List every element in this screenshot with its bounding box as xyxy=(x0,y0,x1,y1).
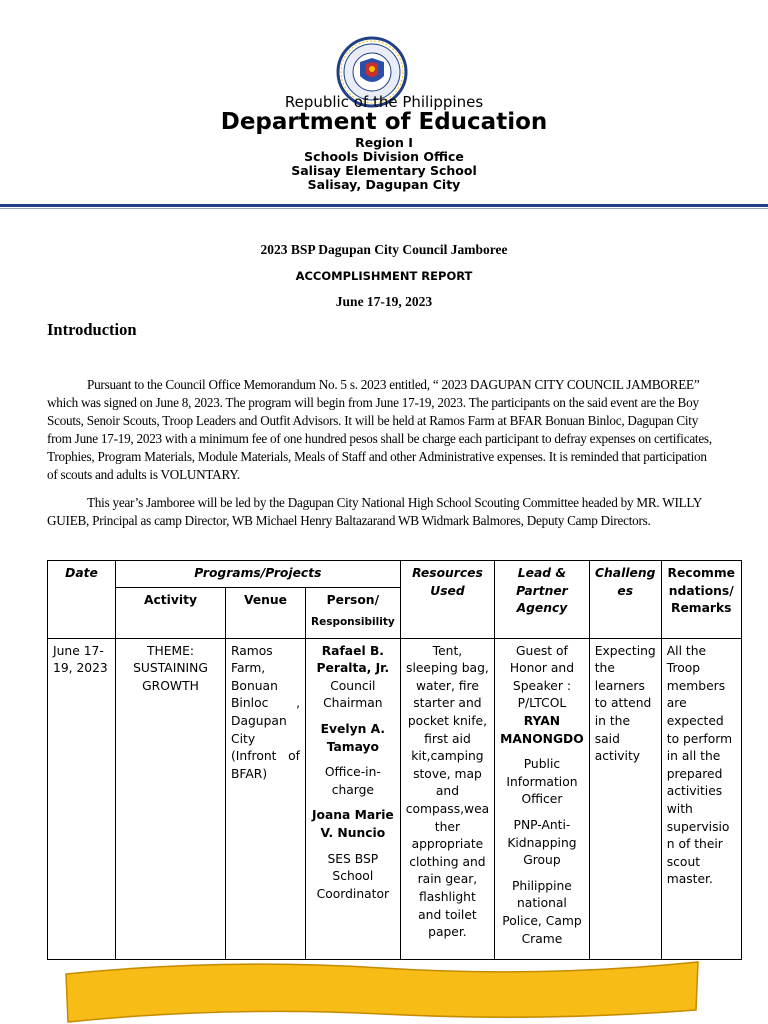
header-recommendations-text: Recomme ndations/ Remarks xyxy=(667,566,735,616)
header-responsibility-text: Responsibility xyxy=(311,616,395,629)
accomplishment-table xyxy=(47,560,742,960)
person-3-role: SES BSP School Coordinator xyxy=(316,851,390,901)
intro-paragraph-2 xyxy=(47,494,717,530)
cell-recommendations xyxy=(661,638,741,959)
division-line: Schools Division Office xyxy=(304,149,464,164)
header-venue xyxy=(226,587,306,638)
lead-4: Philippine national Police, Camp Crame xyxy=(502,878,582,946)
intro-heading: Introduction xyxy=(47,320,137,339)
header-activity-text: Activity xyxy=(143,592,198,607)
region-line: Region I xyxy=(355,135,413,150)
republic-line: Republic of the Philippines xyxy=(284,93,484,111)
cell-resources-text: Tent, sleeping bag, water, fire starter and pocket knife, first aid kit,camping stove, map and compass,wea ther appropriate clothing and rain gear, flashlight and toilet paper. xyxy=(405,643,490,940)
header-lead-text: Lead & Partner Agency xyxy=(516,566,568,616)
header-activity xyxy=(116,587,226,638)
cell-date-text: June 17-19, 2023 xyxy=(53,643,108,676)
person-3-name: Joana Marie V. Nuncio xyxy=(311,808,394,840)
footer-banner xyxy=(64,960,700,1024)
intro-paragraph-1-text: Pursuant to the Council Office Memorandum No. 5 s. 2023 entitled, “ 2023 DAGUPAN CITY COUNCIL JAMBOREE” which was signed on June 8, 2023. The program will begin from June 17-19, 2023. The participants on the said event are the Boy Scouts, Senoir Scouts, Troop Leaders and Outfit Advisors. It will be held at Ramos Farm at BFAR Bonuan Binloc, Dagupan City from June 17-19, 2023 with a minimum fee of one hundred pesos shall be charge each participant to defray expenses on certificates, Trophies, Program Materials, Module Materials, Meals of Staff and other Administrative expenses. It is reminded that participation of scouts and adults is VOLUNTARY. xyxy=(47,377,712,482)
letterhead-rule xyxy=(0,204,768,207)
person-2-role: Office-in-charge xyxy=(324,765,381,797)
lead-2: Public Information Officer xyxy=(506,757,578,807)
cell-challenges xyxy=(589,638,661,959)
header-resources xyxy=(400,561,494,639)
school-name: Salisay Elementary School xyxy=(291,163,477,178)
cell-recommendations-text: All the Troop members are expected to perform in all the prepared activities with supervisio n of their scout master. xyxy=(666,643,733,887)
cell-date xyxy=(48,638,116,959)
header-date xyxy=(48,561,116,639)
person-1-role: Council Chairman xyxy=(323,678,383,711)
cell-challenges-text: Expecting the learners to attend in the said activity xyxy=(594,643,656,764)
header-venue-text: Venue xyxy=(243,592,288,607)
header-programs-text: Programs/Projects xyxy=(194,566,322,580)
cell-resources xyxy=(400,638,494,959)
intro-paragraph-2-text: This year’s Jamboree will be led by the Dagupan City National High School Scouting Committee headed by MR. WILLY GUIEB, Principal as camp Director, WB Michael Henry Baltazarand WB Widmark Balmores, Deputy Camp Directors. xyxy=(47,495,702,528)
header-challenges-text: Challeng es xyxy=(595,566,656,598)
report-title: 2023 BSP Dagupan City Council Jamboree xyxy=(260,242,508,257)
header-person xyxy=(306,587,401,638)
header-lead xyxy=(495,561,590,639)
intro-paragraph-1 xyxy=(47,376,717,484)
lead-1: Guest of Honor and Speaker : P/LTCOL xyxy=(509,643,575,711)
cell-activity-text: THEME: SUSTAINING GROWTH xyxy=(133,643,208,693)
cell-lead xyxy=(495,638,590,959)
header-programs xyxy=(116,561,401,588)
report-subtitle: ACCOMPLISHMENT REPORT xyxy=(295,269,473,283)
cell-person xyxy=(306,638,401,959)
header-person-text: Person/ xyxy=(326,592,380,607)
cell-activity xyxy=(116,638,226,959)
header-date-text: Date xyxy=(65,566,98,580)
lead-3: PNP-Anti-Kidnapping Group xyxy=(507,817,577,868)
person-1-name: Rafael B. Peralta, Jr. xyxy=(316,643,390,676)
header-challenges xyxy=(589,561,661,639)
report-date: June 17-19, 2023 xyxy=(335,294,433,309)
header-resources-text: Resources Used xyxy=(412,566,483,598)
letterhead-rule-thin xyxy=(0,208,768,209)
cell-venue xyxy=(226,638,306,959)
school-address: Salisay, Dagupan City xyxy=(307,177,461,192)
lead-1-name: RYAN MANONGDO xyxy=(500,713,584,746)
cell-venue-text: Ramos Farm, Bonuan Binloc , Dagupan City (Infront of BFAR) xyxy=(231,643,300,781)
person-2-name: Evelyn A. Tamayo xyxy=(320,721,386,754)
department-name: Department of Education xyxy=(220,109,548,135)
header-recommendations xyxy=(661,561,741,639)
